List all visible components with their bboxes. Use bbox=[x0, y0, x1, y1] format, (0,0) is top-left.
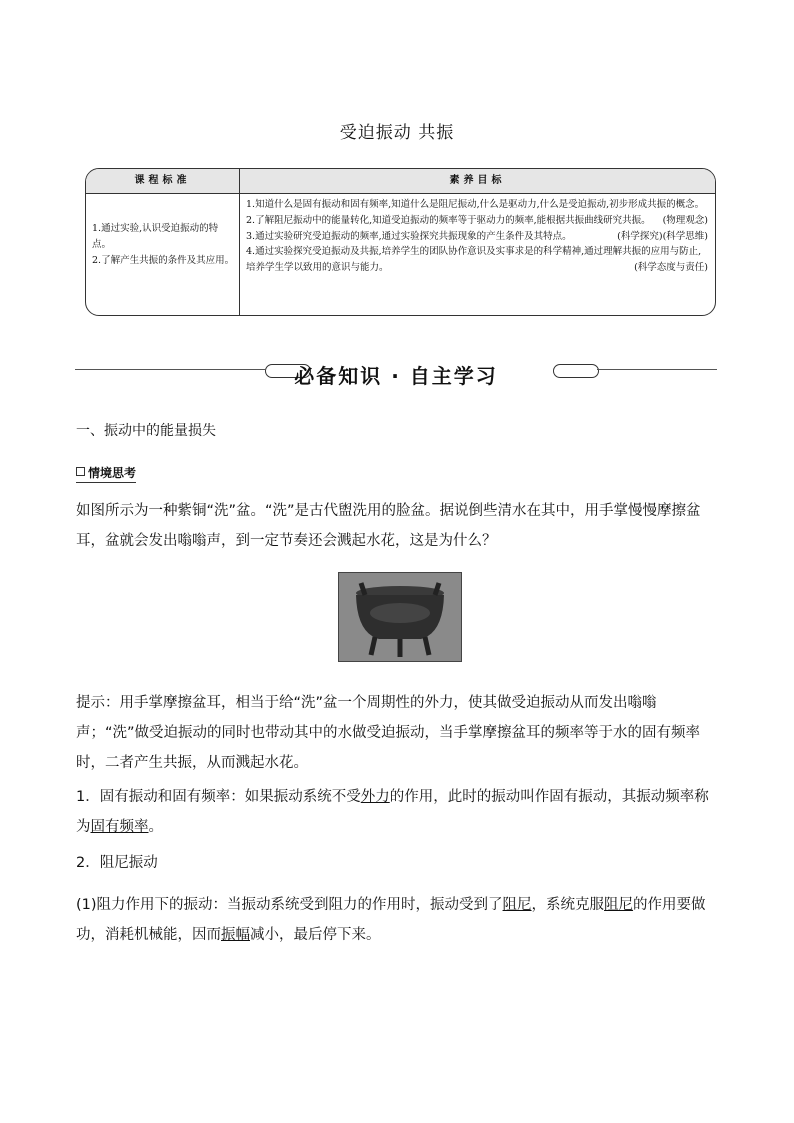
hint-text: 提示：用手掌摩擦盆耳，相当于给“洗”盆一个周期性的外力，使其做受迫振动从而发出嗡嗡声；“洗”做受迫振动的同时也带动其中的水做受迫振动，当手掌摩擦盆耳的频率等于水的固有频率时，二者产生共振，从而溅起水花。 bbox=[76, 695, 701, 771]
goal-tag: (科学态度与责任) bbox=[634, 262, 708, 274]
literacy-goal-header: 素养目标 bbox=[449, 175, 506, 186]
banner-title: 必备知识 · 自主学习 bbox=[294, 364, 498, 388]
literacy-goals bbox=[246, 197, 708, 276]
goal-item: 3.通过实验研究受迫振动的频率,通过实验探究共振现象的产生条件及其特点。 (科学探究) bbox=[246, 229, 708, 245]
box-icon bbox=[76, 467, 85, 476]
column-divider bbox=[239, 169, 240, 315]
basin-illustration bbox=[339, 573, 461, 661]
question-text: 如图所示为一种紫铜“洗”盆。“洗”是古代盥洗用的脸盆。据说倒些清水在其中，用手掌慢慢摩擦盆耳，盆就会发出嗡嗡声，到一定节奏还会溅起水花，这是为什么？ bbox=[76, 503, 701, 549]
section-heading: 一、振动中的能量损失 bbox=[76, 423, 216, 439]
standard-item: 1.通过实验,认识受迫振动的特点。 bbox=[92, 223, 219, 250]
item-natural-vibration: 1．固有振动和固有频率：如果振动系统不受外力的作用，此时的振动叫作固有振动，其振动频率称为固有频率。 bbox=[76, 789, 709, 835]
standards-table bbox=[85, 168, 716, 316]
course-standard-header: 课程标准 bbox=[134, 175, 191, 186]
bronze-basin-photo bbox=[338, 572, 462, 662]
course-standards bbox=[92, 221, 236, 269]
item-damping-force: (1)阻力作用下的振动：当振动系统受到阻力的作用时，振动受到了阻尼，系统克服阻尼的作用要做功，消耗机械能，因而振幅减小，最后停下来。 bbox=[76, 897, 706, 943]
standard-item: 2.了解产生共振的条件及其应用。 bbox=[92, 255, 235, 266]
goal-tag: (物理观念) bbox=[662, 214, 708, 226]
standards-header bbox=[86, 169, 715, 194]
goal-tag: (科学思维) bbox=[662, 230, 708, 242]
goal-item: 4.通过实验探究受迫振动及共振,培养学生的团队协作意识及实事求是的科学精神,通过理解共振的应用与防止,培养学生学以致用的意识与能力。 (科学态度与责任) bbox=[246, 244, 708, 276]
goal-item: 2.了解阻尼振动中的能量转化,知道受迫振动的频率等于驱动力的频率,能根据共振曲线研究共振。 (科学思维) bbox=[246, 213, 708, 229]
section-banner bbox=[75, 360, 717, 390]
goal-tag: (科学探究) bbox=[617, 230, 663, 242]
page-title: 受迫振动 共振 bbox=[339, 123, 455, 143]
goal-item: 1.知道什么是固有振动和固有频率,知道什么是阻尼振动,什么是驱动力,什么是受迫振动,初步形成共振的概念。 (物理观念) bbox=[246, 197, 708, 213]
item-damped-vibration: 2．阻尼振动 bbox=[76, 855, 158, 871]
situation-label: 情境思考 bbox=[76, 464, 136, 483]
